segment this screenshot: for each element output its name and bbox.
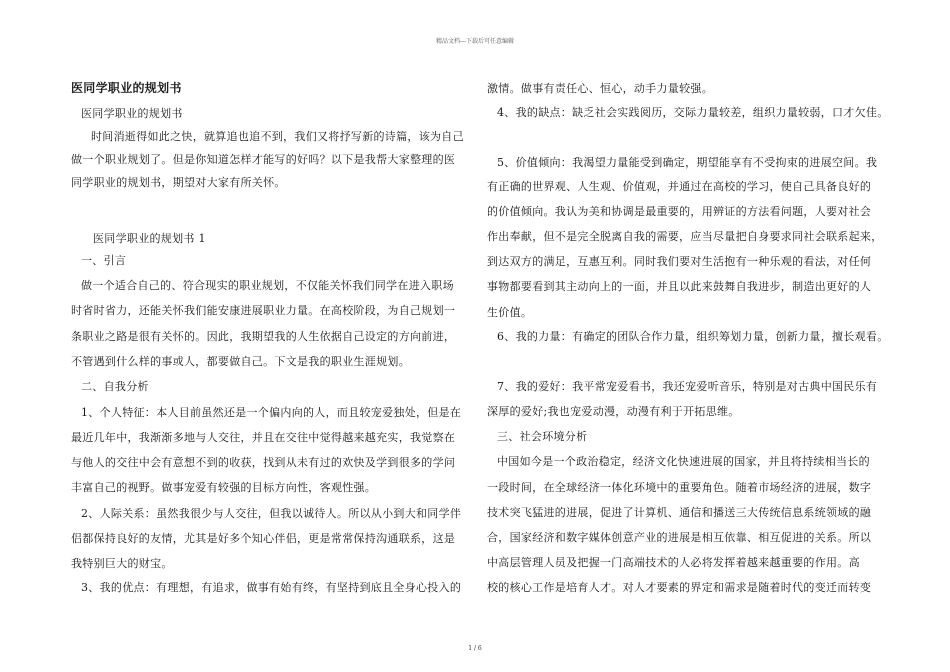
paragraph-line: 的价值倾向。我认为美和协调是最重要的，用辨证的方法看问题，人要对社会	[487, 205, 872, 218]
paragraph-line: 1、个人特征：本人目前虽然还是一个偏内向的人，而且较宠爱独处，但是在	[81, 406, 462, 419]
paragraph-line: 中国如今是一个政治稳定，经济文化快速进展的国家，并且将持续相当长的	[497, 455, 870, 468]
page-number: 1 / 6	[468, 645, 482, 652]
section-heading: 医同学职业的规划书 1	[93, 232, 206, 245]
paragraph-line: 2、人际关系：虽然我很少与人交往，但我以诚待人。所以从小到大和同学伴	[81, 507, 462, 520]
paragraph-line: 3、我的优点：有理想，有追求，做事有始有终，有坚持到底且全身心投入的	[81, 581, 462, 594]
paragraph-line: 做一个职业规划了。但是你知道怎样才能写的好吗？以下是我帮大家整理的医	[71, 153, 456, 166]
paragraph-line: 我特别巨大的财宝。	[71, 557, 173, 570]
paragraph-line: 生价值。	[487, 306, 533, 319]
paragraph-line: 4、我的缺点：缺乏社会实践阅历，交际力量较差，组织力量较弱，口才欠佳。	[497, 106, 889, 119]
paragraph-line: 最近几年中，我渐渐多地与人交往，并且在交往中觉得越来越充实，我觉察在	[71, 431, 456, 444]
paragraph-line: 同学职业的规划书，期望对大家有所关怀。	[71, 176, 286, 189]
subtitle: 医同学职业的规划书	[81, 107, 183, 120]
paragraph-line: 深厚的爱好;我也宠爱动漫，动漫有利于开拓思维。	[487, 405, 740, 418]
paragraph-line: 7、我的爱好：我平常宠爱看书，我还宠爱听音乐，特别是对古典中国民乐有	[497, 380, 878, 393]
paragraph-line: 事物都要看到其主动向上的一面，并且以此来鼓舞自我进步，制造出更好的人	[487, 280, 872, 293]
paragraph-line: 合，国家经济和数字媒体创意产业的进展是相互依靠、相互促进的关系。所以	[487, 531, 872, 544]
paragraph-line: 有正确的世界观、人生观、价值观，并通过在高校的学习，使自己具备良好的	[487, 180, 872, 193]
paragraph-line: 时间消逝得如此之快，就算追也追不到，我们又将抒写新的诗篇，该为自己	[91, 130, 464, 143]
paragraph-line: 丰富自己的视野。做事宠爱有较强的目标方向性，客观性强。	[71, 481, 377, 494]
paragraph-line: 激情。做事有责任心、恒心，动手力量较强。	[487, 82, 713, 95]
paragraph-line: 一段时间，在全球经济一体化环境中的重要角色。随着市场经济的进展，数字	[487, 481, 872, 494]
paragraph-line: 做一个适合自己的、符合现实的职业规划，不仅能关怀我们同学在进入职场	[81, 279, 454, 292]
section-heading: 二、自我分析	[81, 380, 149, 393]
paragraph-line: 与他人的交往中会有意想不到的收获，找到从未有过的欢快及学到很多的学问	[71, 456, 456, 469]
paragraph-line: 到达双方的满足，互惠互利。同时我们要对生活抱有一种乐观的看法，对任何	[487, 255, 872, 268]
paragraph-line: 不管遇到什么样的事或人，都要做自己。下文是我的职业生涯规划。	[71, 355, 410, 368]
section-heading: 一、引言	[81, 254, 127, 267]
paragraph-line: 6、我的力量：有确定的团队合作力量，组织筹划力量，创新力量，擅长观看。	[497, 330, 889, 343]
paragraph-line: 中高层管理人员及把握一门高端技术的人必将发挥着越来越重要的作用。高	[487, 556, 860, 569]
paragraph-line: 侣都保持良好的友情，尤其是好多个知心伴侣，更是常常保持沟通联系，这是	[71, 532, 456, 545]
paragraph-line: 作出奉献，但不是完全脱离自我的需要，应当尽量把自身要求同社会联系起来，	[487, 230, 883, 243]
paragraph-line: 时省时省力，还能关怀我们能安康进展职业力量。在高校阶段，为自己规划一	[71, 304, 456, 317]
document-title: 医同学职业的规划书	[71, 81, 182, 95]
section-heading: 三、社会环境分析	[497, 430, 588, 443]
paragraph-line: 条职业之路是很有关怀的。因此，我期望我的人生依据自己设定的方向前进，	[71, 330, 456, 343]
paragraph-line: 技术突飞猛进的进展，促进了计算机、通信和播送三大传统信息系统领域的融	[487, 506, 872, 519]
paragraph-line: 5、价值倾向：我渴望力量能受到确定，期望能享有不受拘束的进展空间。我	[497, 156, 878, 169]
page-header: 精品文档---下载后可任意编辑	[435, 38, 515, 45]
paragraph-line: 校的核心工作是培育人才。对人才要素的界定和需求是随着时代的变迁而转变	[487, 581, 872, 594]
